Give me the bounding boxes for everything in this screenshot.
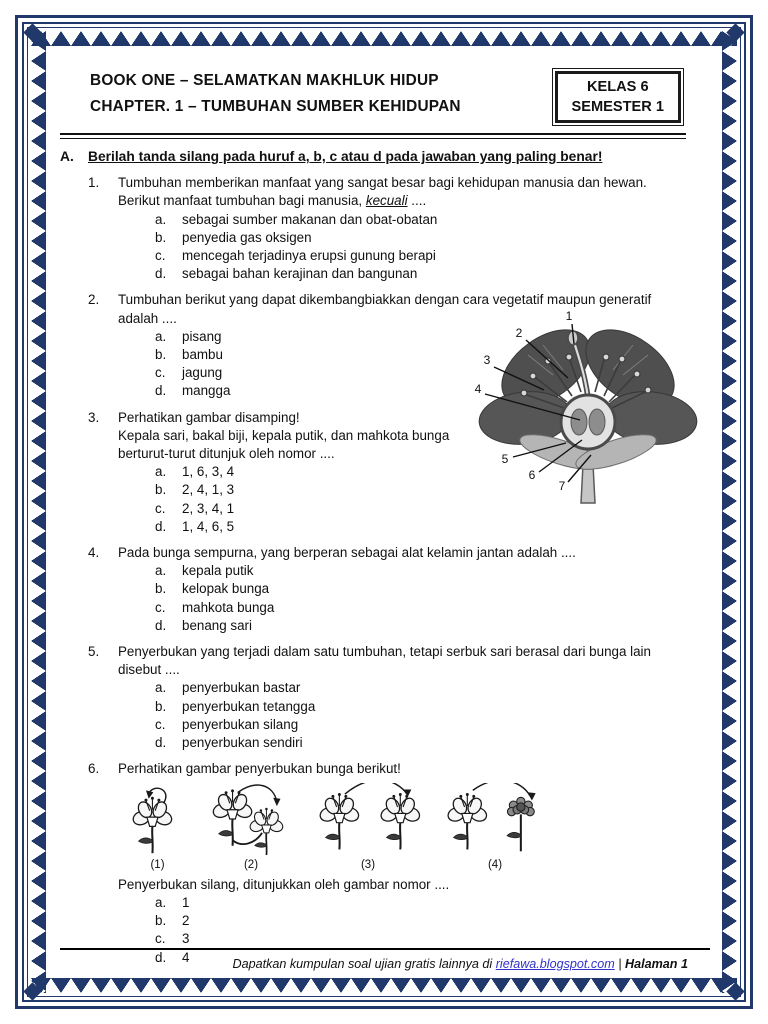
question-number: 4. <box>88 545 100 561</box>
document-title <box>90 68 552 120</box>
header-divider <box>60 133 686 139</box>
option-a: a. 1 <box>155 894 190 910</box>
option-d: d. 4 <box>155 949 190 965</box>
option-d: d. mangga <box>155 383 231 399</box>
question-stem: adalah .... <box>118 310 177 326</box>
question-stem: Berikut manfaat tumbuhan bagi manusia, kecuali .... <box>118 193 427 209</box>
option-c: c. 3 <box>155 931 190 947</box>
option-d: d. penyerbukan sendiri <box>155 735 303 751</box>
figure-label: (4) <box>487 858 503 871</box>
badge-class: KELAS 6 <box>586 79 649 95</box>
option-b: b. kelopak bunga <box>155 581 270 597</box>
page-number: Halaman 1 <box>625 957 688 971</box>
section-a-instruction: Berilah tanda silang pada huruf a, b, c atau d pada jawaban yang paling benar! <box>88 149 603 164</box>
question-1 <box>88 174 710 283</box>
question-4 <box>88 544 710 635</box>
border-triangles-top <box>31 31 737 46</box>
option-a: a. pisang <box>155 328 222 344</box>
question-stem: Perhatikan gambar disamping! <box>118 409 300 425</box>
footer-link[interactable]: riefawa.blogspot.com <box>495 957 615 971</box>
figure-label-7: 7 <box>558 479 566 493</box>
option-a: a. sebagai sumber makanan dan obat-obatan <box>155 211 438 227</box>
class-semester-badge <box>552 68 684 126</box>
question-stem: Tumbuhan berikut yang dapat dikembangbiakkan dengan cara vegetatif maupun generatif <box>118 292 652 308</box>
option-c: c. jagung <box>155 365 223 381</box>
badge-semester: SEMESTER 1 <box>571 99 664 115</box>
question-5 <box>88 643 710 752</box>
page-footer <box>60 948 710 973</box>
question-list <box>88 174 710 967</box>
pollination-diagram-2 <box>205 783 297 874</box>
question-stem: Pada bunga sempurna, yang berperan sebagai alat kelamin jantan adalah .... <box>118 545 576 561</box>
option-d: d. sebagai bahan kerajinan dan bangunan <box>155 266 418 282</box>
self-pollination-illustration <box>120 783 195 855</box>
question-stem: Penyerbukan yang terjadi dalam satu tumbuhan, tetapi serbuk sari berasal dari bunga lain <box>118 644 651 660</box>
emphasized-word: kecuali <box>365 193 408 209</box>
figure-label-2: 2 <box>515 326 523 340</box>
option-b: b. bambu <box>155 347 223 363</box>
question-6 <box>88 760 710 966</box>
question-stem: disebut .... <box>118 662 180 678</box>
border-corner-diamond <box>23 982 41 1000</box>
border-triangles-right <box>722 31 737 993</box>
flower-anatomy-illustration <box>468 300 703 505</box>
question-stem: Perhatikan gambar penyerbukan bunga berikut! <box>118 761 401 777</box>
option-b: b. 2 <box>155 913 190 929</box>
question-stem: berturut-turut ditunjuk oleh nomor .... <box>118 446 335 462</box>
pollination-diagram-1 <box>120 783 195 874</box>
pollination-diagram-4 <box>439 783 551 874</box>
figure-label: (1) <box>150 858 165 871</box>
pollination-figure <box>120 783 710 874</box>
border-corner-diamond <box>23 23 41 41</box>
figure-label-4: 4 <box>474 382 482 396</box>
question-number: 2. <box>88 292 100 308</box>
question-number: 6. <box>88 761 100 777</box>
figure-label-3: 3 <box>483 353 491 367</box>
option-a: a. 1, 6, 3, 4 <box>155 464 235 480</box>
section-a-label: A. <box>60 149 74 164</box>
question-stem: Tumbuhan memberikan manfaat yang sangat besar bagi kehidupan manusia dan hewan. <box>118 175 647 191</box>
border-triangles-bottom <box>31 978 737 993</box>
option-c: c. mahkota bunga <box>155 599 275 615</box>
option-b: b. penyerbukan tetangga <box>155 698 316 714</box>
question-stem: Penyerbukan silang, ditunjukkan oleh gambar nomor .... <box>118 876 450 892</box>
cross-pollination-illustration <box>307 783 429 855</box>
option-b: b. 2, 4, 1, 3 <box>155 482 235 498</box>
question-stem: Kepala sari, bakal biji, kepala putik, dan mahkota bunga <box>118 427 450 443</box>
figure-label: (2) <box>243 858 259 871</box>
option-b: b. penyedia gas oksigen <box>155 229 312 245</box>
border-corner-diamond <box>726 23 744 41</box>
question-number: 3. <box>88 409 100 425</box>
question-number: 5. <box>88 644 100 660</box>
option-d: d. benang sari <box>155 617 252 633</box>
title-line-1: BOOK ONE – SELAMATKAN MAKHLUK HIDUP <box>90 72 439 89</box>
option-a: a. kepala putik <box>155 563 254 579</box>
page-content <box>60 48 710 978</box>
figure-label-6: 6 <box>528 468 536 482</box>
figure-label-5: 5 <box>501 452 509 466</box>
section-a <box>60 148 710 166</box>
option-d: d. 1, 4, 6, 5 <box>155 518 235 534</box>
footer-text: Dapatkan kumpulan soal ujian gratis lainnya di <box>232 957 496 971</box>
figure-label-1: 1 <box>565 309 573 323</box>
figure-label: (3) <box>360 858 376 871</box>
border-triangles-left <box>31 31 46 993</box>
option-a: a. penyerbukan bastar <box>155 680 301 696</box>
hybrid-pollination-illustration <box>439 783 551 855</box>
option-c: c. penyerbukan silang <box>155 716 299 732</box>
pollination-diagram-3 <box>307 783 429 874</box>
option-c: c. 2, 3, 4, 1 <box>155 500 235 516</box>
border-corner-diamond <box>726 982 744 1000</box>
flower-anatomy-figure <box>468 300 703 505</box>
option-c: c. mencegah terjadinya erupsi gunung berapi <box>155 248 436 264</box>
neighbor-pollination-illustration <box>205 783 297 855</box>
footer-separator: | <box>614 957 625 971</box>
title-line-2: CHAPTER. 1 – TUMBUHAN SUMBER KEHIDUPAN <box>90 98 461 115</box>
header <box>60 68 710 126</box>
question-number: 1. <box>88 175 100 191</box>
